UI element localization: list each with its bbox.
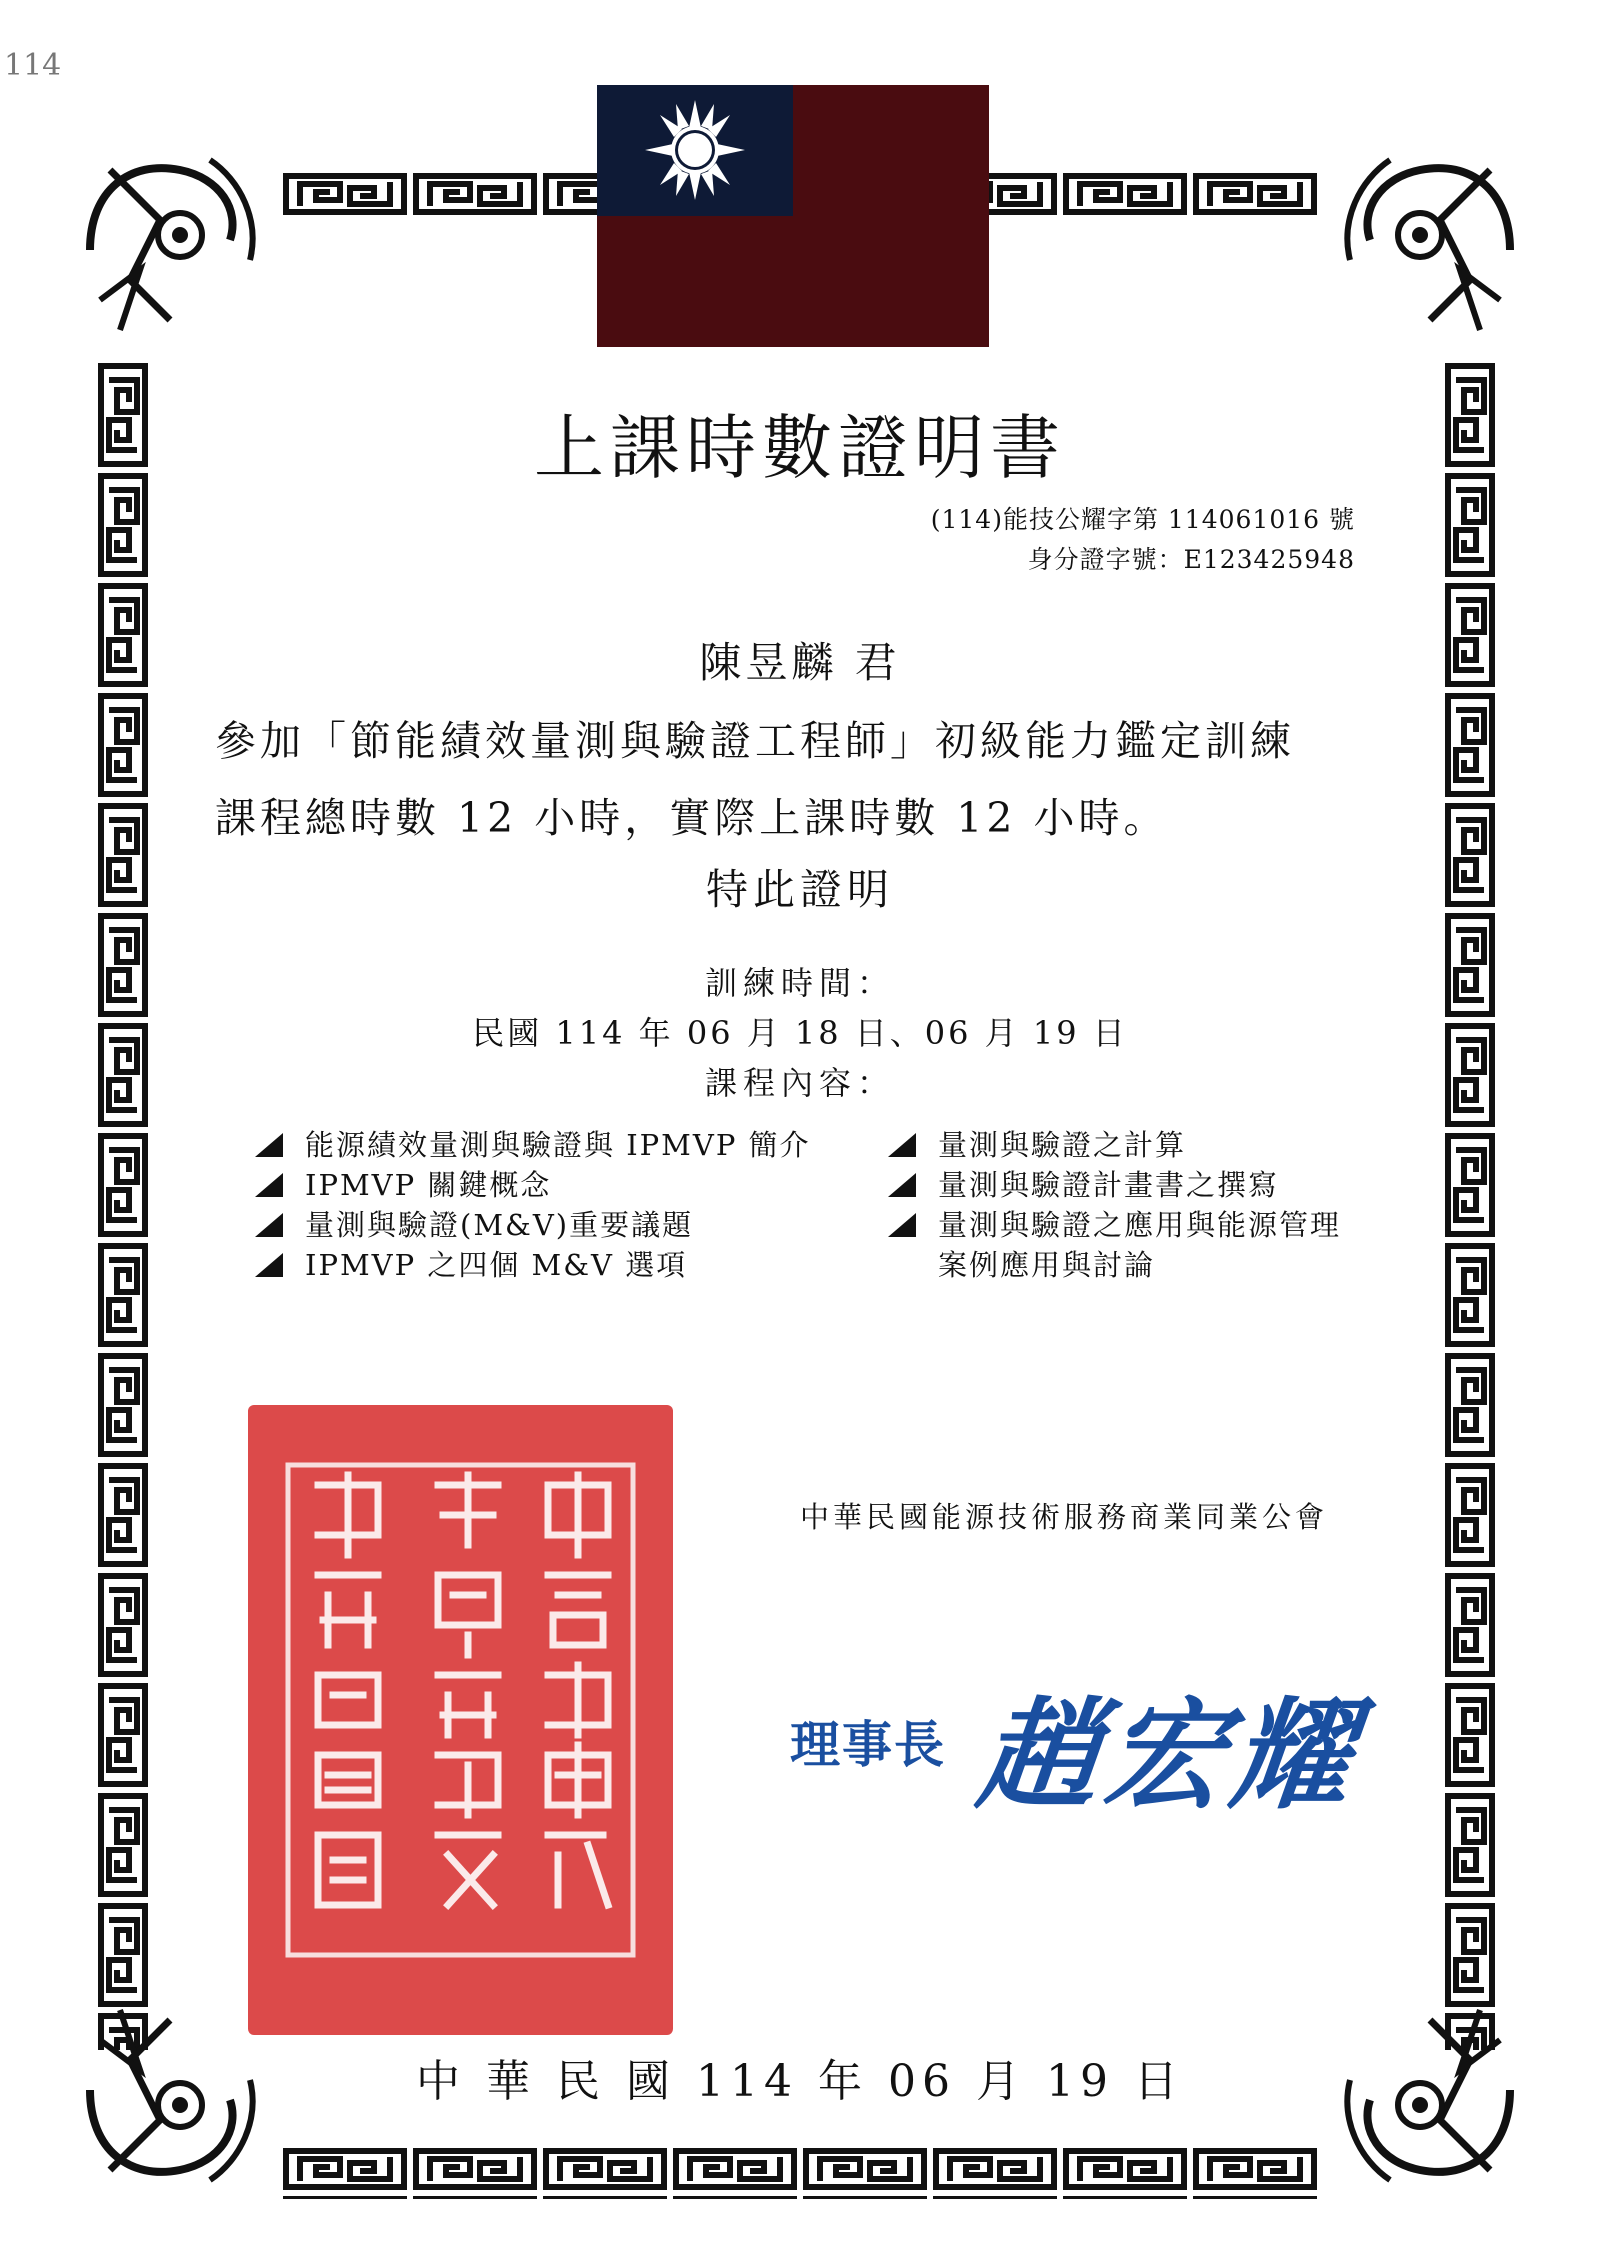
- list-item: IPMVP 之四個 M&V 選項: [255, 1245, 811, 1285]
- corner-ornament-top-right: [1320, 130, 1530, 340]
- list-item: IPMVP 關鍵概念: [255, 1165, 811, 1205]
- issue-date: [0, 2045, 1600, 2109]
- id-number: 身分證字號：E123425948: [1027, 545, 1355, 574]
- border-right: [1442, 360, 1498, 2050]
- body-text-line-1: 參加「節能績效量測與驗證工程師」初級能力鑑定訓練: [215, 717, 1295, 765]
- triangle-bullet-icon: [255, 1133, 283, 1157]
- training-date-range: 民國 114 年 06 月 18 日、06 月 19 日: [472, 1014, 1128, 1052]
- triangle-bullet-icon: [255, 1213, 283, 1237]
- list-item: 案例應用與討論: [938, 1248, 1156, 1282]
- list-item: 量測與驗證計畫書之撰寫: [888, 1165, 1341, 1205]
- national-flag-image: [597, 85, 989, 347]
- corner-ornament-top-left: [70, 130, 280, 340]
- course-list-right: [888, 1125, 1341, 1285]
- list-item: 量測與驗證之應用與能源管理: [888, 1205, 1341, 1245]
- course-content-label: 課程內容：: [704, 1064, 895, 1102]
- triangle-bullet-icon: [888, 1133, 916, 1157]
- body-text-line-2: 課程總時數 12 小時，實際上課時數 12 小時。: [215, 794, 1169, 842]
- list-item: 能源績效量測與驗證與 IPMVP 簡介: [255, 1125, 811, 1165]
- handwritten-corner-mark: 114: [4, 48, 62, 83]
- issue-date-prefix: 中華民國: [416, 2056, 697, 2107]
- triangle-bullet-icon: [888, 1213, 916, 1237]
- chairman-signature: 趙宏耀: [971, 1685, 1365, 1826]
- triangle-bullet-icon: [255, 1173, 283, 1197]
- certify-statement: 特此證明: [705, 865, 894, 914]
- list-item: 量測與驗證(M&V)重要議題: [255, 1205, 811, 1245]
- issue-date-value: 114 年 06 月 19 日: [696, 2056, 1184, 2107]
- list-item: 量測與驗證之計算: [888, 1125, 1341, 1165]
- border-left: [95, 360, 151, 2050]
- document-number: (114)能技公耀字第 114061016 號: [930, 505, 1355, 534]
- course-list-left: [255, 1125, 811, 1285]
- organization-name: 中華民國能源技術服務商業同業公會: [800, 1500, 1329, 1534]
- certificate-title: 上課時數證明書: [534, 407, 1066, 489]
- triangle-bullet-icon: [255, 1253, 283, 1277]
- triangle-bullet-icon: [888, 1173, 916, 1197]
- training-time-label: 訓練時間：: [704, 964, 895, 1002]
- organization-seal-stamp: [248, 1405, 673, 2035]
- chairman-title: 理事長: [790, 1716, 946, 1774]
- border-bottom: [280, 2145, 1320, 2199]
- recipient-name: 陳昱麟 君: [699, 638, 901, 687]
